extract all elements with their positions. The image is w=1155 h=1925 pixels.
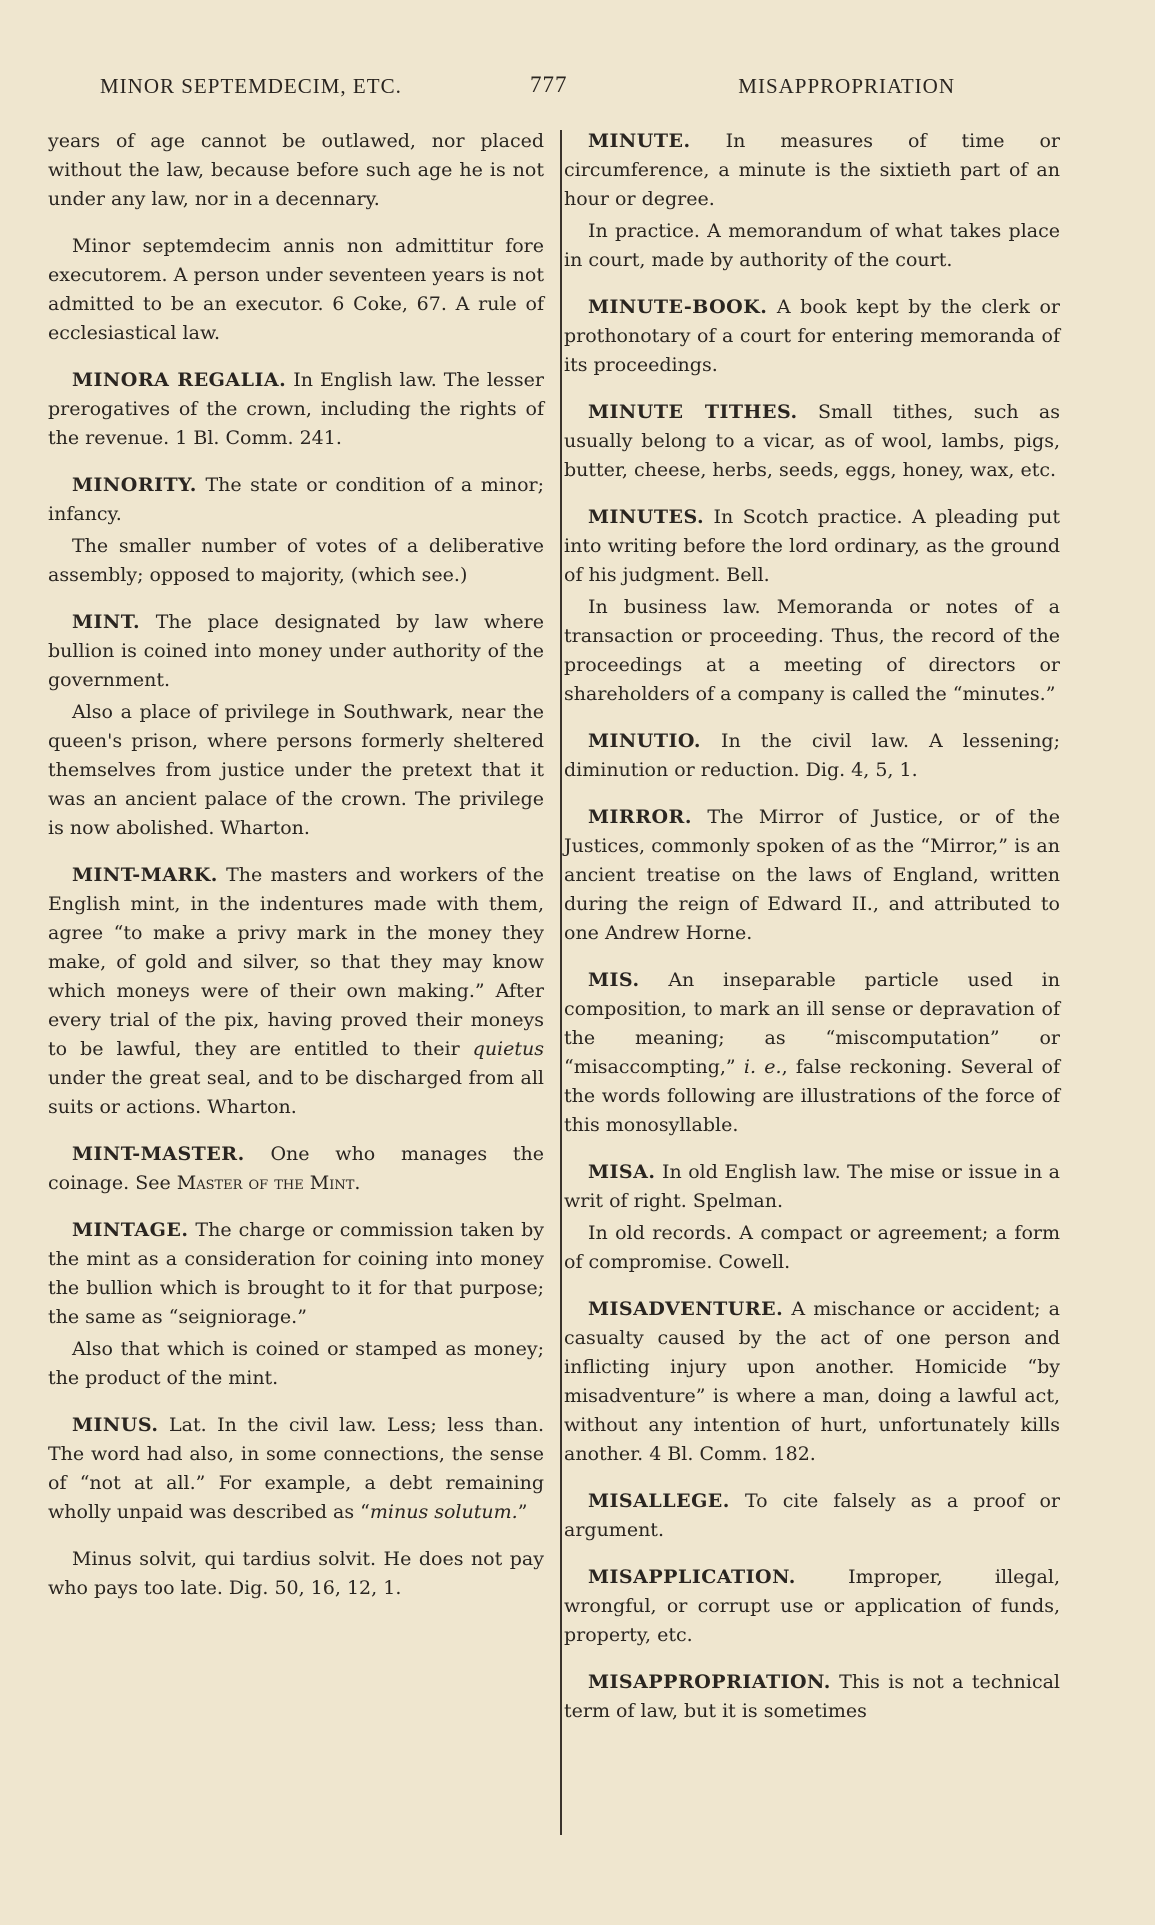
entry-text (48, 861, 544, 1122)
italic-term: quietus (472, 1038, 544, 1060)
entry-minor-septemdecim (48, 232, 544, 348)
entry-text (48, 608, 544, 695)
headword: MINT. (72, 611, 141, 633)
entry-minority (48, 471, 544, 590)
page-number: 777 (530, 72, 568, 97)
entry-minute-tithes (564, 398, 1060, 485)
entry-subsense: Also that which is coined or stamped as money; the product of the mint. (48, 1338, 544, 1389)
headword: MINT-MARK. (72, 864, 218, 886)
entry-subsense: In business law. Memoranda or notes of a transaction or proceeding. Thus, the record of the proceedings at a meeting of directors or shareholders of a company is called the “minutes.” (564, 596, 1060, 705)
entry-text: years of age cannot be outlawed, nor placed without the law, because before such age he is not under any law, nor in a decennary. (48, 130, 544, 210)
definition: In old English law. The mise or issue in a writ of right. Spelman. (564, 1161, 1060, 1212)
definition: Small tithes, such as usually belong to a vicar, as of wool, lambs, pigs, butter, cheese, herbs, seeds, eggs, honey, wax, etc. (564, 401, 1060, 481)
headword: MISA. (588, 1161, 656, 1183)
entry-text (564, 1563, 1060, 1650)
definition: In Scotch practice. A pleading put into writing before the lord ordinary, as the ground of his judgment. Bell. (564, 506, 1060, 586)
definition: One who manages the coinage. See (48, 1143, 544, 1194)
entry-subsense: In practice. A memorandum of what takes place in court, made by authority of the court. (564, 220, 1060, 271)
definition-cont: , false reckoning. Several of the words following are illustrations of the force of this monosyllable. (564, 1056, 1060, 1136)
entry-minus (48, 1411, 544, 1527)
right-column (564, 127, 1060, 1744)
definition: The state or condition of a minor; infancy. (48, 474, 544, 525)
entry-text (564, 1158, 1060, 1216)
entry-continuation (48, 127, 544, 214)
definition: An inseparable particle used in composition, to mark an ill sense or depravation of the meaning; as “miscomputation” or “misaccompting,” (564, 969, 1060, 1078)
entry-text (564, 293, 1060, 380)
headword: MINUTIO. (588, 730, 701, 752)
header-right-guide-word: MISAPPROPRIATION (738, 74, 955, 98)
definition-cont: ” (517, 1501, 528, 1523)
entry-subsense: Also a place of privilege in Southwark, near the queen's prison, where persons formerly sheltered themselves from justice under the pretext that it was an ancient palace of the crown. The privilege is now abolished. Wharton. (48, 701, 544, 839)
entry-misapplication (564, 1563, 1060, 1650)
entry-text: Minus solvit, qui tardius solvit. He does not pay who pays too late. Dig. 50, 16, 12, 1. (48, 1548, 544, 1599)
column-divider (560, 130, 562, 1835)
entry-mintage (48, 1216, 544, 1393)
entry-text (48, 366, 544, 453)
entry-text: Minor septemdecim annis non admittitur fore executorem. A person under seventeen years is not admitted to be an executor. 6 Coke, 67. A rule of ecclesiastical law. (48, 235, 544, 344)
definition: The place designated by law where bullion is coined into money under authority of the government. (48, 611, 544, 691)
left-column (48, 127, 544, 1621)
entry-subsense: The smaller number of votes of a deliberative assembly; opposed to majority, (which see.) (48, 535, 544, 586)
entry-mint (48, 608, 544, 843)
cross-reference: Master of the Mint (176, 1172, 355, 1194)
entry-text (564, 727, 1060, 785)
entry-text (564, 1487, 1060, 1545)
entry-mint-mark (48, 861, 544, 1122)
definition-cont: . (354, 1172, 361, 1194)
entry-misallege (564, 1487, 1060, 1545)
headword: MINUTE-BOOK. (588, 296, 768, 318)
entry-minutio (564, 727, 1060, 785)
entry-subsense: In old records. A compact or agreement; a form of compromise. Cowell. (564, 1222, 1060, 1273)
headword: MISAPPROPRIATION. (588, 1671, 831, 1693)
definition: The Mirror of Justice, or of the Justices, commonly spoken of as the “Mirror,” is an ancient treatise on the laws of England, written during the reign of Edward II., and attributed to one Andrew Horne. (564, 806, 1060, 944)
definition: Improper, illegal, wrongful, or corrupt use or application of funds, property, etc. (564, 1566, 1060, 1646)
entry-text (48, 471, 544, 529)
entry-misa (564, 1158, 1060, 1277)
definition: In measures of time or circumference, a minute is the sixtieth part of an hour or degree. (564, 130, 1060, 210)
definition: In English law. The lesser prerogatives of the crown, including the rights of the revenue. 1 Bl. Comm. 241. (48, 369, 545, 449)
definition: The masters and workers of the English mint, in the indentures made with them, agree “to make a privy mark in the money they make, of gold and silver, so that they may know which moneys were of their own making.” After every trial of the pix, having proved their moneys to be lawful, they are entitled to their (48, 864, 544, 1060)
headword: MIRROR. (588, 806, 692, 828)
entry-text (48, 1216, 544, 1332)
entry-minus-solvit (48, 1545, 544, 1603)
definition: A book kept by the clerk or prothonotary of a court for entering memoranda of its proceedings. (564, 296, 1060, 376)
running-header (100, 70, 955, 104)
entry-misappropriation (564, 1668, 1060, 1726)
headword: MIS. (588, 969, 640, 991)
headword: MINUS. (72, 1414, 159, 1436)
headword: MINUTE. (588, 130, 691, 152)
headword: MINORA REGALIA. (72, 369, 287, 391)
entry-mint-master (48, 1140, 544, 1198)
headword: MINORITY. (72, 474, 197, 496)
italic-term: minus solutum. (369, 1501, 518, 1523)
definition: Lat. In the civil law. Less; less than. The word had also, in some connections, the sense of “not at all.” For example, a debt remaining wholly unpaid was described as “ (48, 1414, 544, 1523)
entry-text (564, 127, 1060, 214)
headword: MINUTES. (588, 506, 705, 528)
entry-misadventure (564, 1295, 1060, 1469)
headword: MISADVENTURE. (588, 1298, 784, 1320)
entry-minute (564, 127, 1060, 275)
headword: MINTAGE. (72, 1219, 189, 1241)
definition: This is not a technical term of law, but it is sometimes (564, 1671, 1060, 1722)
entry-mirror (564, 803, 1060, 948)
italic-term: i. e. (743, 1056, 782, 1078)
entry-text (564, 803, 1060, 948)
headword: MISALLEGE. (588, 1490, 730, 1512)
entry-text (564, 1668, 1060, 1726)
entry-text (48, 1140, 544, 1198)
entry-text (564, 966, 1060, 1140)
definition: A mischance or accident; a casualty caused by the act of one person and inflicting injury upon another. Homicide “by misadventure” is where a man, doing a lawful act, without any intention of hurt, unfortunately kills another. 4 Bl. Comm. 182. (564, 1298, 1060, 1465)
entry-text (564, 1295, 1060, 1469)
entry-minutes (564, 503, 1060, 709)
headword: MINUTE TITHES. (588, 401, 798, 423)
entry-minute-book (564, 293, 1060, 380)
headword: MINT-MASTER. (72, 1143, 245, 1165)
entry-minora-regalia (48, 366, 544, 453)
entry-text (564, 398, 1060, 485)
header-left-guide-word: MINOR SEPTEMDECIM, ETC. (100, 74, 402, 98)
definition-cont: under the great seal, and to be discharged from all suits or actions. Wharton. (48, 1067, 544, 1118)
definition: The charge or commission taken by the mint as a consideration for coining into money the bullion which is brought to it for that purpose; the same as “seigniorage.” (48, 1219, 544, 1328)
definition: In the civil law. A lessening; diminution or reduction. Dig. 4, 5, 1. (564, 730, 1060, 781)
entry-text (48, 1411, 544, 1527)
entry-text (564, 503, 1060, 590)
definition: To cite falsely as a proof or argument. (564, 1490, 1060, 1541)
headword: MISAPPLICATION. (588, 1566, 796, 1588)
entry-mis (564, 966, 1060, 1140)
